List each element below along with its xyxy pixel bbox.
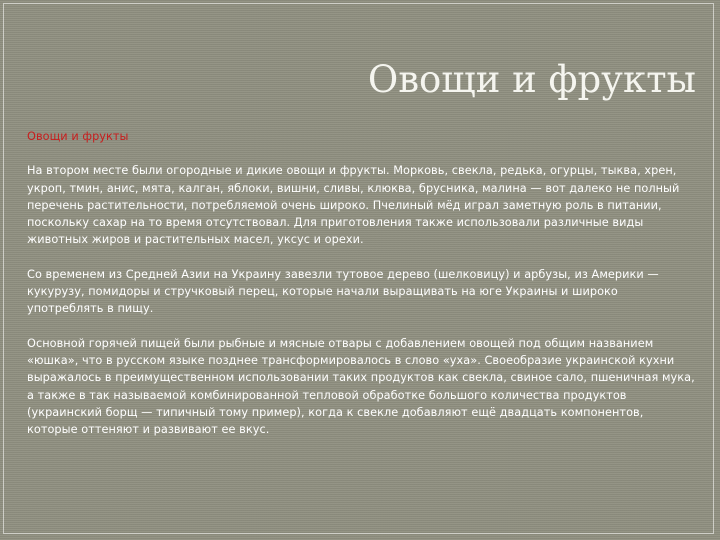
paragraph-hot-dishes: Основной горячей пищей были рыбные и мясные отвары с добавлением овощей под общим названием «юшка», что в русском языке позднее трансформировалось в слово «уха». Своеобразие украинской кухни выражалось в преимущественном использовании таких продуктов как свекла, свиное сало, пшеничная мука, а также в так называемой комбинированной тепловой обработке большого количества продуктов (украинский борщ — типичный тому пример), когда к свекле добавляют ещё двадцать компонентов, которые оттеняют и развивают ее вкус. xyxy=(27,336,695,437)
content-subtitle: Овощи и фрукты xyxy=(27,130,129,143)
paragraph-imports: Со временем из Средней Азии на Украину завезли тутовое дерево (шелковицу) и арбузы, из Америки — кукурузу, помидоры и стручковый перец, которые начали выращивать на юге Украины и широко употреблять в пищу. xyxy=(27,267,659,316)
slide-title: Овощи и фрукты xyxy=(367,58,696,101)
slide-content xyxy=(27,128,695,455)
paragraph-vegetables: На втором месте были огородные и дикие овощи и фрукты. Морковь, свекла, редька, огурцы, тыква, хрен, укроп, тмин, анис, мята, калган, яблоки, вишни, сливы, клюква, брусника, малина — вот далеко не полный перечень растительности, потребляемой очень широко. Пчелиный мёд играл заметную роль в питании, поскольку сахар на то время отсутствовал. Для приготовления также использовали различные виды животных жиров и растительных масел, уксус и орехи. xyxy=(27,164,680,247)
